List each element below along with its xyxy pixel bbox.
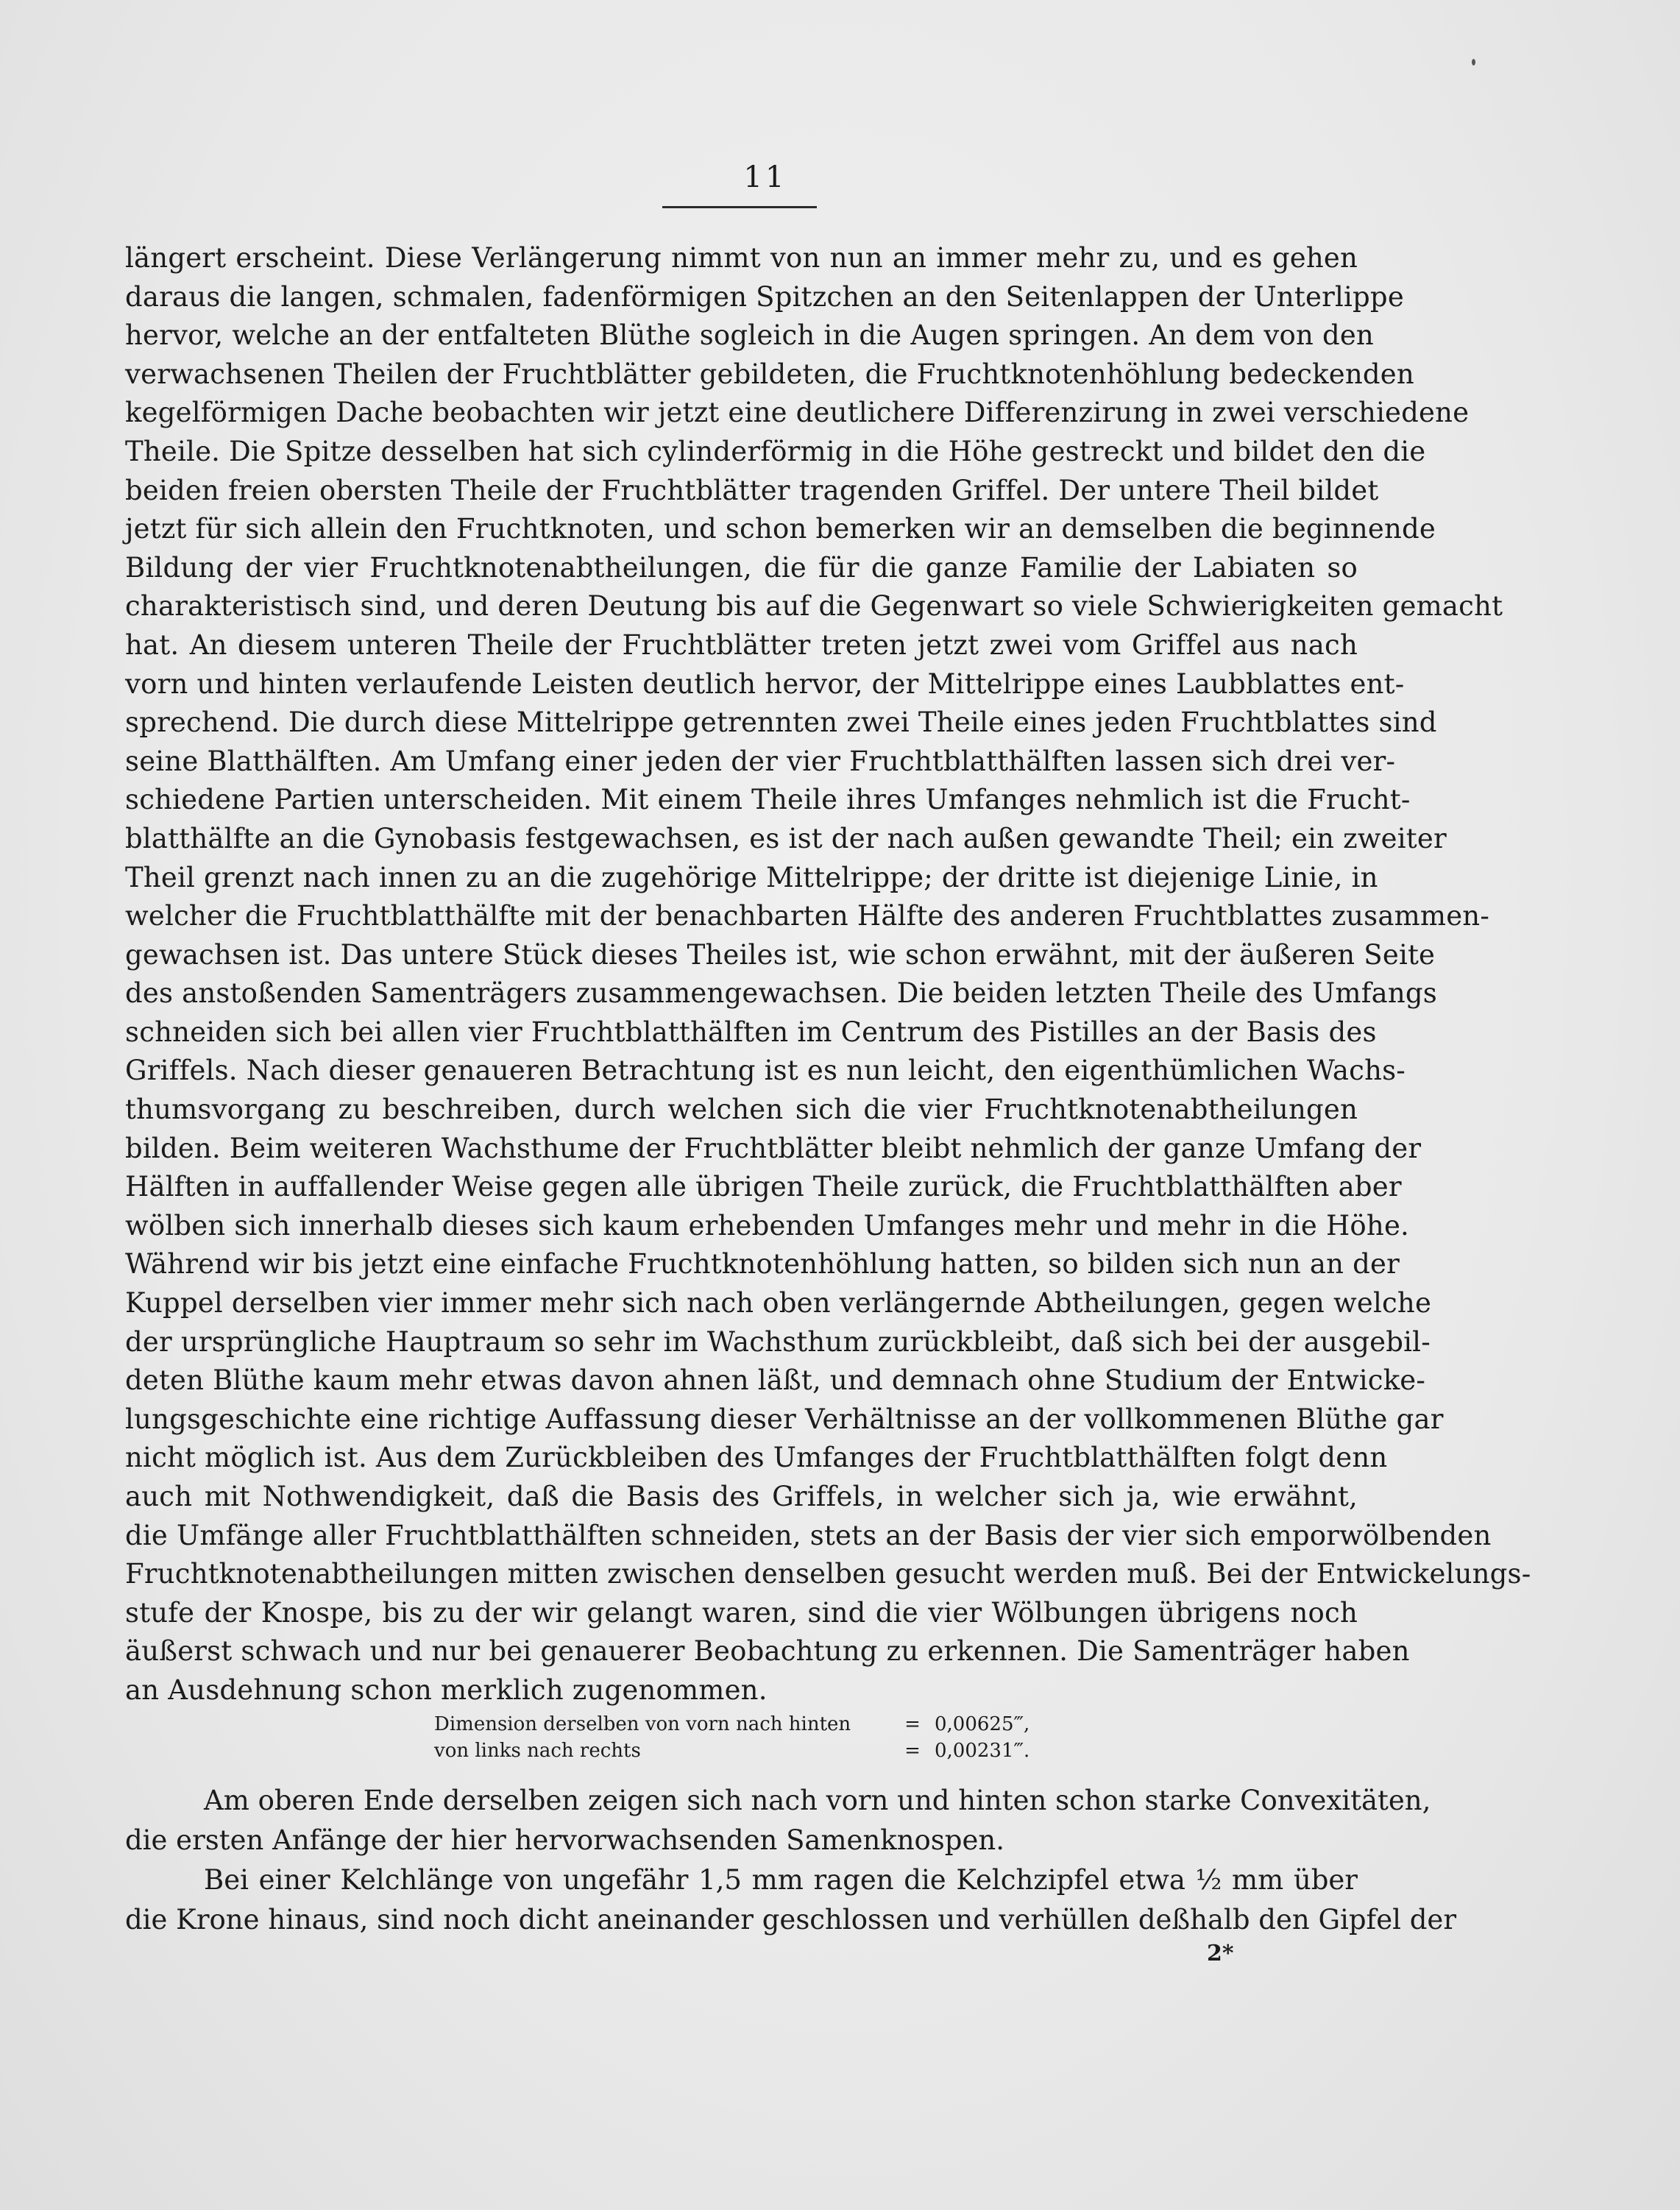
text-line: an Ausdehnung schon merklich zugenommen.: [125, 1674, 768, 1706]
text-line: nicht möglich ist. Aus dem Zurückbleiben des Umfanges der Fruchtblatthälften folgt denn: [125, 1442, 1388, 1474]
text-line: Theile. Die Spitze desselben hat sich cylinderförmig in die Höhe gestreckt und bildet den die: [125, 435, 1426, 467]
text-line: deten Blüthe kaum mehr etwas davon ahnen läßt, und demnach ohne Studium der Entwicke-: [125, 1364, 1426, 1397]
text-line: welcher die Fruchtblatthälfte mit der benachbarten Hälfte des anderen Fruchtblattes zusammen-: [125, 900, 1490, 932]
text-line: sprechend. Die durch diese Mittelrippe getrennten zwei Theile eines jeden Fruchtblattes sind: [125, 706, 1437, 739]
text-line: vorn und hinten verlaufende Leisten deutlich hervor, der Mittelrippe eines Laubblattes ent-: [125, 667, 1405, 700]
text-line: charakteristisch sind, und deren Deutung bis auf die Gegenwart so viele Schwierigkeiten gemacht: [125, 590, 1503, 623]
text-line: bilden. Beim weiteren Wachsthume der Fruchtblätter bleibt nehmlich der ganze Umfang der: [125, 1132, 1422, 1164]
text-line: daraus die langen, schmalen, fadenförmigen Spitzchen an den Seitenlappen der Unterlippe: [125, 280, 1404, 313]
sheet-signature: 2*: [1207, 1941, 1234, 1966]
body-paragraph: [125, 239, 1531, 1710]
text-line: die Krone hinaus, sind noch dicht aneinander geschlossen und verhüllen deßhalb den Gipfel der: [125, 1904, 1457, 1935]
text-line: schneiden sich bei allen vier Fruchtblatthälften im Centrum des Pistilles an der Basis des: [125, 1016, 1377, 1048]
closing-paragraphs: [125, 1781, 1457, 1940]
dimension-sign: =: [904, 1713, 921, 1735]
dimension-sign: =: [904, 1740, 921, 1762]
text-line: Griffels. Nach dieser genaueren Betrachtung ist es nun leicht, den eigenthümlichen Wachs-: [125, 1055, 1406, 1087]
text-line: Theil grenzt nach innen zu an die zugehörige Mittelrippe; der dritte ist diejenige Linie, in: [125, 861, 1378, 893]
text-line: stufe der Knospe, bis zu der wir gelangt waren, sind die vier Wölbungen übrigens noch: [125, 1596, 1358, 1629]
page-number: 11: [743, 160, 787, 194]
text-line: die ersten Anfänge der hier hervorwachsenden Samenknospen.: [125, 1824, 1004, 1856]
text-line: Kuppel derselben vier immer mehr sich nach oben verlängernde Abtheilungen, gegen welche: [125, 1287, 1432, 1320]
text-line: der ursprüngliche Hauptraum so sehr im Wachsthum zurückbleibt, daß sich bei der ausgebil-: [125, 1325, 1431, 1358]
text-line: des anstoßenden Samenträgers zusammengewachsen. Die beiden letzten Theile des Umfangs: [125, 977, 1437, 1010]
text-line: Fruchtknotenabtheilungen mitten zwischen denselben gesucht werden muß. Bei der Entwickelungs-: [125, 1558, 1531, 1590]
dimension-value: 0,00231‴.: [935, 1740, 1030, 1762]
text-line: Während wir bis jetzt eine einfache Fruchtknotenhöhlung hatten, so bilden sich nun an der: [125, 1248, 1400, 1281]
text-line: blatthälfte an die Gynobasis festgewachsen, es ist der nach außen gewandte Theil; ein zweiter: [125, 822, 1447, 854]
dimension-value: 0,00625‴,: [935, 1713, 1030, 1735]
text-line: äußerst schwach und nur bei genauerer Beobachtung zu erkennen. Die Samenträger haben: [125, 1635, 1410, 1668]
text-line: Hälften in auffallender Weise gegen alle übrigen Theile zurück, die Fruchtblatthälften aber: [125, 1171, 1402, 1203]
text-line: thumsvorgang zu beschreiben, durch welchen sich die vier Fruchtknotenabtheilungen: [125, 1094, 1358, 1126]
dimension-label: Dimension derselben von vorn nach hinten: [434, 1713, 851, 1735]
paper-speck: [1472, 59, 1475, 65]
dimension-row: [434, 1738, 1096, 1764]
text-line: Bildung der vier Fruchtknotenabtheilungen, die für die ganze Familie der Labiaten so: [125, 551, 1358, 584]
text-line: jetzt für sich allein den Fruchtknoten, und schon bemerken wir an demselben die beginnende: [125, 513, 1436, 545]
text-line: seine Blatthälften. Am Umfang einer jeden der vier Fruchtblatthälften lassen sich drei ver-: [125, 745, 1396, 777]
text-line: kegelförmigen Dache beobachten wir jetzt eine deutlichere Differenzirung in zwei verschiedene: [125, 397, 1470, 429]
text-line: hat. An diesem unteren Theile der Fruchtblätter treten jetzt zwei vom Griffel aus nach: [125, 628, 1358, 661]
text-line: Am oberen Ende derselben zeigen sich nach vorn und hinten schon starke Convexitäten,: [204, 1785, 1431, 1816]
text-line: lungsgeschichte eine richtige Auffassung dieser Verhältnisse an der vollkommenen Blüthe gar: [125, 1403, 1444, 1435]
text-line: längert erscheint. Diese Verlängerung nimmt von nun an immer mehr zu, und es gehen: [125, 242, 1358, 274]
text-line: gewachsen ist. Das untere Stück dieses Theiles ist, wie schon erwähnt, mit der äußeren Seite: [125, 938, 1436, 971]
text-line: beiden freien obersten Theile der Fruchtblätter tragenden Griffel. Der untere Theil bildet: [125, 474, 1379, 506]
text-line: verwachsenen Theilen der Fruchtblätter gebildeten, die Fruchtknotenhöhlung bedeckenden: [125, 358, 1414, 390]
dimension-table: [434, 1711, 1096, 1764]
dimension-row: [434, 1711, 1096, 1738]
dimension-label: von links nach rechts: [434, 1740, 641, 1762]
text-line: die Umfänge aller Fruchtblatthälften schneiden, stets an der Basis der vier sich emporwölbenden: [125, 1519, 1492, 1551]
text-line: hervor, welche an der entfalteten Blüthe sogleich in die Augen springen. An dem von den: [125, 319, 1374, 352]
text-line: auch mit Nothwendigkeit, daß die Basis des Griffels, in welcher sich ja, wie erwähnt,: [125, 1481, 1358, 1512]
text-line: wölben sich innerhalb dieses sich kaum erhebenden Umfanges mehr und mehr in die Höhe.: [125, 1209, 1409, 1242]
header-rule: [662, 206, 817, 208]
text-line: schiedene Partien unterscheiden. Mit einem Theile ihres Umfanges nehmlich ist die Frucht-: [125, 784, 1411, 816]
text-line: Bei einer Kelchlänge von ungefähr 1,5 mm ragen die Kelchzipfel etwa ½ mm über: [204, 1864, 1358, 1896]
